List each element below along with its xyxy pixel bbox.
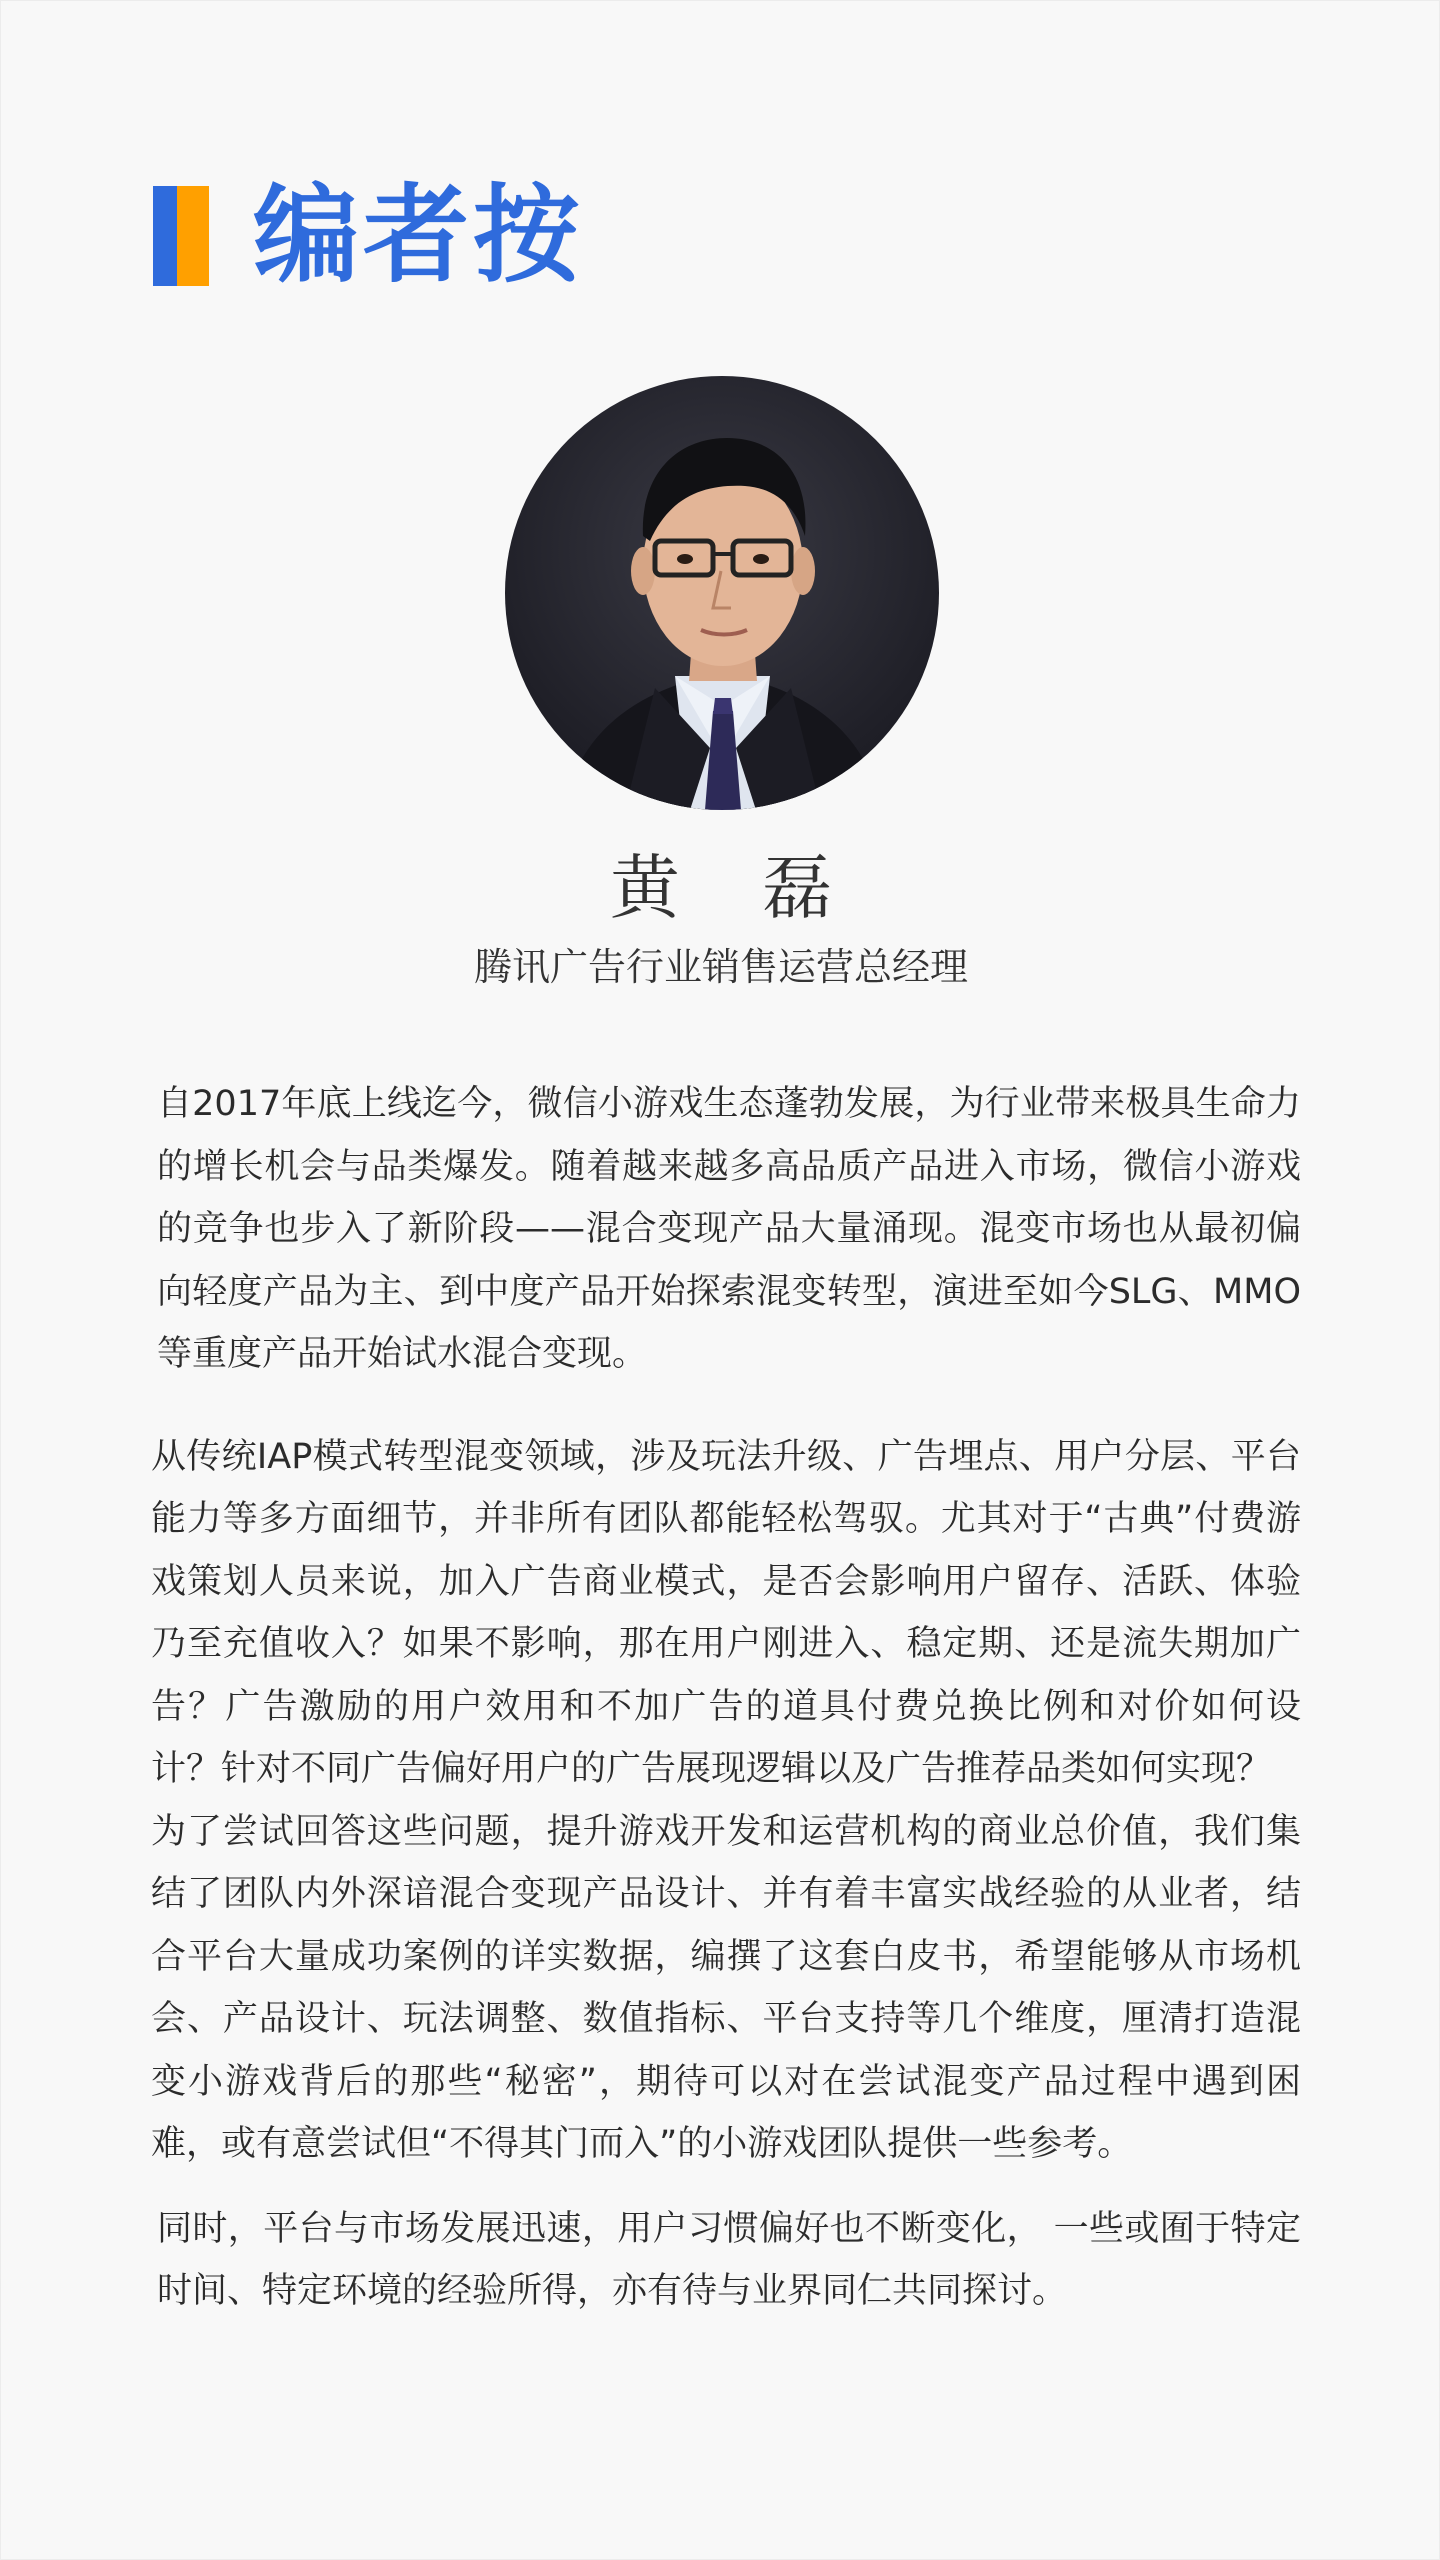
paragraph: 从传统IAP模式转型混变领域，涉及玩法升级、广告埋点、用户分层、平台能力等多方面细节，并非所有团队都能轻松驾驭。尤其对于“古典”付费游戏策划人员来说，加入广告商业模式，是否会影响用户留存、活跃、体验乃至充值收入？如果不影响，那在用户刚进入、稳定期、还是流失期加广告？广告激励的用户效用和不加广告的道具付费兑换比例和对价如何设计？针对不同广告偏好用户的广告展现逻辑以及广告推荐品类如何实现？ <box>151 1436 1301 1789</box>
header-accent-mark <box>153 186 209 286</box>
paragraph: 自2017年底上线迄今，微信小游戏生态蓬勃发展，为行业带来极具生命力的增长机会与品类爆发。随着越来越多高品质产品进入市场，微信小游戏的竞争也步入了新阶段——混合变现产品大量涌现。混变市场也从最初偏向轻度产品为主、到中度产品开始探索混变转型，演进至如今SLG、MMO等重度产品开始试水混合变现。 <box>157 1084 1301 1374</box>
section-title: 编者按 <box>253 174 583 297</box>
article-body <box>151 1073 1301 2323</box>
paragraph: 为了尝试回答这些问题，提升游戏开发和运营机构的商业总价值，我们集结了团队内外深谙混合变现产品设计、并有着丰富实战经验的从业者，结合平台大量成功案例的详实数据，编撰了这套白皮书，希望能够从市场机会、产品设计、玩法调整、数值指标、平台支持等几个维度，厘清打造混变小游戏背后的那些“秘密”，期待可以对在尝试混变产品过程中遇到困难，或有意尝试但“不得其门而入”的小游戏团队提供一些参考。 <box>151 1811 1301 2164</box>
person-name: 黄 磊 <box>609 847 863 929</box>
paragraph: 同时，平台与市场发展迅速，用户习惯偏好也不断变化， 一些或囿于特定时间、特定环境的经验所得，亦有待与业界同仁共同探讨。 <box>157 2208 1301 2311</box>
section-header <box>153 174 583 297</box>
portrait-illustration <box>505 376 939 810</box>
accent-bar-blue <box>153 186 177 286</box>
person-title: 腾讯广告行业销售运营总经理 <box>473 945 968 989</box>
portrait-photo <box>505 376 939 810</box>
accent-bar-orange <box>177 186 209 286</box>
